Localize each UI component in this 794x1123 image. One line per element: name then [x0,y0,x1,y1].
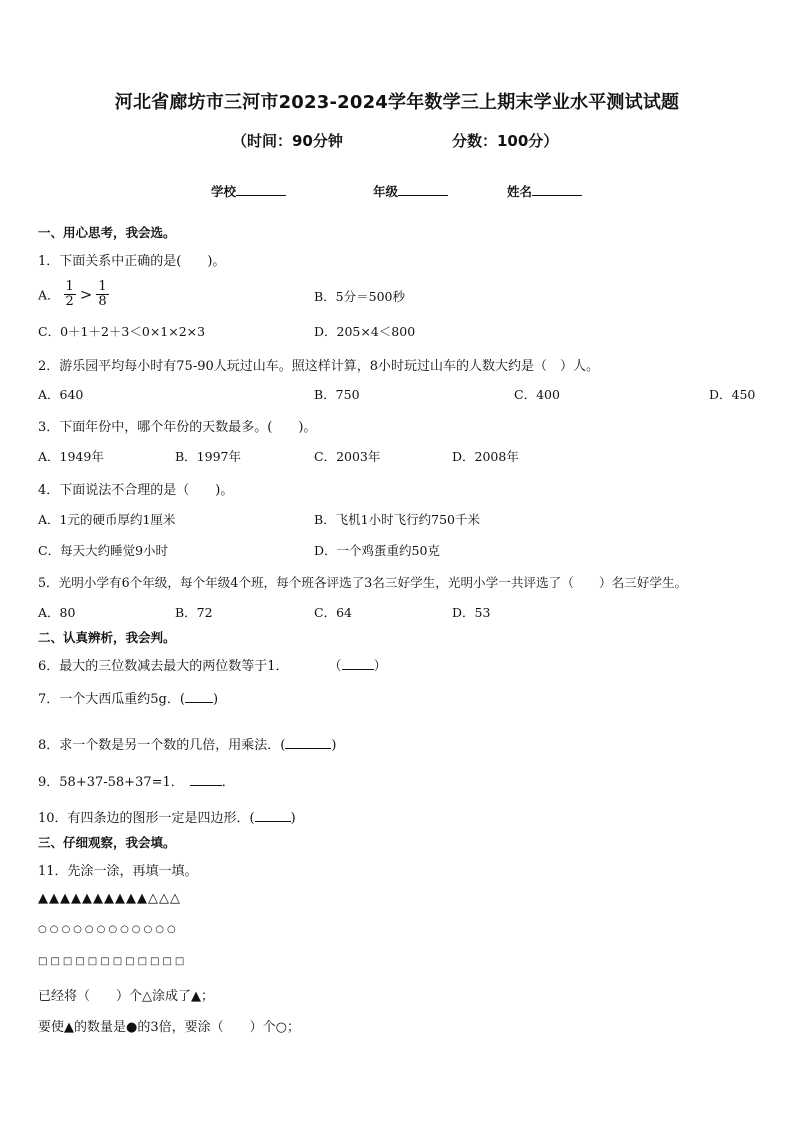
q5-stem: 5．光明小学有6个年级，每个年级4个班，每个班各评选了3名三好学生，光明小学一共评选了（ ）名三好学生。 [38,575,688,590]
q3-option-a[interactable]: A．1949年 [38,449,104,464]
section-1-heading: 一、用心思考，我会选。 [38,225,176,240]
q10-stem: 10．有四条边的图形一定是四边形．( [38,811,255,826]
q1-option-a-prefix: A． [38,287,60,303]
triangle-row: ▲▲▲▲▲▲▲▲▲▲△△△ [38,891,181,906]
q1-option-b[interactable]: B．5分＝500秒 [314,289,405,304]
name-blank[interactable] [532,182,582,196]
q8-answer-blank[interactable] [285,735,331,749]
grade-field [373,182,448,200]
q6-stem: 6．最大的三位数减去最大的两位数等于1． [38,659,289,674]
paren-open: （ [328,659,342,674]
fraction-numerator: 1 [98,279,107,294]
q4-option-b[interactable]: B．飞机1小时飞行约750千米 [314,512,480,527]
q7-stem: 7．一个大西瓜重约5g．( [38,692,185,707]
circle-row: ○○○○○○○○○○○○ [38,924,179,935]
q2-option-c[interactable]: C．400 [514,387,560,402]
q1-option-a[interactable] [38,280,109,314]
exam-time: （时间：90分钟 [232,132,343,150]
q8 [38,734,336,753]
q11-stem: 11．先涂一涂，再填一填。 [38,864,198,879]
school-field [211,182,286,200]
paren-close: ) [212,692,219,707]
q11-line-2: 要使▲的数量是●的3倍，要涂（ ）个○； [38,1020,300,1035]
q6 [38,655,387,674]
q2-option-a[interactable]: A．640 [38,387,84,402]
q7 [38,688,218,707]
grade-label: 年级 [373,184,399,199]
fraction-denominator: 2 [65,294,74,309]
paren-close: ） [373,659,387,674]
q4-option-d[interactable]: D．一个鸡蛋重约50克 [314,543,440,558]
q11-line-1: 已经将（ ）个△涂成了▲； [38,989,214,1004]
q10 [38,807,296,826]
q3-stem: 3．下面年份中，哪个年份的天数最多。( )。 [38,420,317,435]
q5-option-b[interactable]: B．72 [175,605,213,620]
school-blank[interactable] [236,182,286,196]
q1-option-c[interactable]: C．0＋1＋2＋3＜0×1×2×3 [38,324,206,339]
q5-option-d[interactable]: D．53 [452,605,491,620]
q1-stem: 1．下面关系中正确的是( )。 [38,254,226,269]
q9 [38,771,235,790]
paren-close: ) [290,811,296,826]
grade-blank[interactable] [398,182,448,196]
greater-than-sign: > [79,285,93,304]
q8-stem: 8．求一个数是另一个数的几倍，用乘法．( [38,738,286,753]
page-title: 河北省廊坊市三河市2023-2024学年数学三上期末学业水平测试试题 [114,92,680,113]
q3-option-b[interactable]: B．1997年 [175,449,241,464]
q5-option-a[interactable]: A．80 [38,605,76,620]
q2-stem: 2．游乐园平均每小时有75-90人玩过山车。照这样计算，8小时玩过山车的人数大约是（ ）人。 [38,359,600,374]
q4-option-a[interactable]: A．1元的硬币厚约1厘米 [38,512,176,527]
q3-option-c[interactable]: C．2003年 [314,449,381,464]
q4-option-c[interactable]: C．每天大约睡觉9小时 [38,543,169,558]
section-3-heading: 三、仔细观察，我会填。 [38,835,176,850]
exam-score: 分数：100分） [452,132,559,150]
q9-answer-blank[interactable] [190,772,222,786]
q7-answer-blank[interactable] [185,689,213,703]
square-row: □□□□□□□□□□□□ [38,956,188,967]
fraction-numerator: 1 [65,279,74,294]
fraction-one-half [64,280,76,309]
period: ． [221,775,235,790]
paren-close: ) [331,738,337,753]
q4-stem: 4．下面说法不合理的是（ )。 [38,483,234,498]
q2-option-d[interactable]: D．450 [709,387,756,402]
fraction-one-eighth [96,280,108,309]
q10-answer-blank[interactable] [255,808,291,822]
name-field [507,182,582,200]
name-label: 姓名 [507,184,533,199]
q1-option-d[interactable]: D．205×4＜800 [314,324,416,339]
fraction-denominator: 8 [98,294,107,309]
q9-stem: 9．58+37-58+37=1． [38,775,184,790]
q6-answer-blank[interactable] [342,656,374,670]
section-2-heading: 二、认真辨析，我会判。 [38,630,176,645]
q5-option-c[interactable]: C．64 [314,605,352,620]
q2-option-b[interactable]: B．750 [314,387,360,402]
school-label: 学校 [211,184,237,199]
q3-option-d[interactable]: D．2008年 [452,449,519,464]
